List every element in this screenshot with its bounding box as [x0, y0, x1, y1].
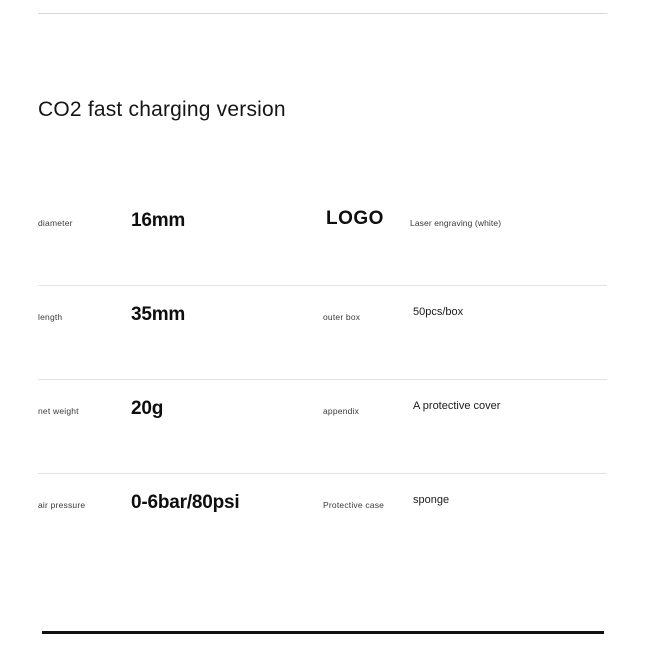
spec-label-protective-case: Protective case — [323, 500, 385, 510]
table-row — [38, 286, 607, 380]
table-row — [38, 380, 607, 474]
spec-value-air-pressure: 0-6bar/80psi — [131, 492, 240, 513]
spec-value-diameter: 16mm — [131, 210, 186, 231]
spec-value-appendix: A protective cover — [413, 400, 501, 412]
spec-value-logo: Laser engraving (white) — [410, 218, 502, 228]
spec-label-appendix: appendix — [323, 406, 360, 416]
spec-label-net-weight: net weight — [38, 406, 79, 416]
spec-value-length: 35mm — [131, 304, 186, 325]
spec-value-outer-box: 50pcs/box — [413, 306, 464, 318]
spec-label-logo: LOGO — [326, 208, 384, 229]
spec-label-length: length — [38, 312, 63, 322]
spec-label-outer-box: outer box — [323, 312, 361, 322]
spec-label-diameter: diameter — [38, 218, 73, 228]
spec-value-protective-case: sponge — [413, 494, 450, 506]
table-row — [38, 474, 607, 567]
spec-value-net-weight: 20g — [131, 398, 164, 419]
specifications-table — [38, 192, 607, 567]
page-title: CO2 fast charging version — [38, 98, 286, 121]
bottom-accent-bar — [42, 631, 604, 634]
table-row — [38, 192, 607, 286]
top-divider — [38, 13, 607, 14]
spec-label-air-pressure: air pressure — [38, 500, 86, 510]
